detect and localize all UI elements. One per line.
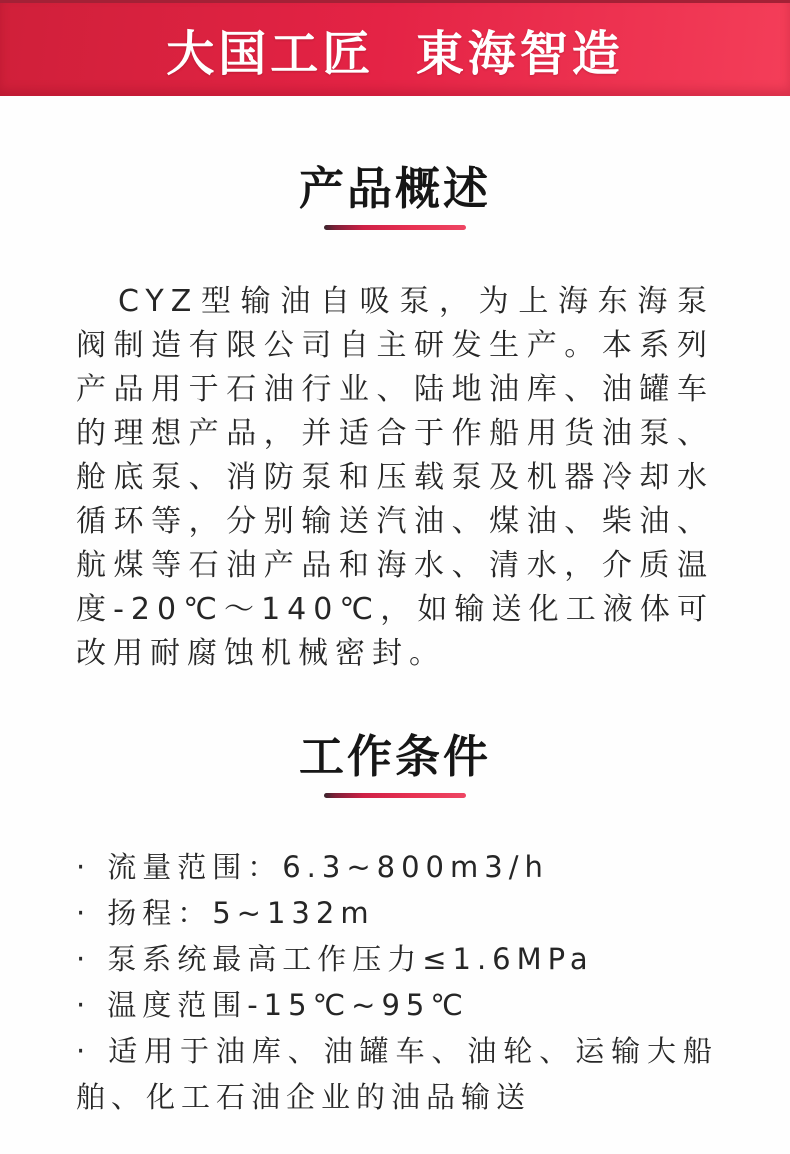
bullet-dot-icon: · (76, 942, 92, 976)
condition-item-temp-range (76, 982, 718, 1028)
bullet-dot-icon: · (76, 1034, 92, 1068)
working-conditions-heading: 工作条件 (298, 730, 491, 783)
overview-heading: 产品概述 (298, 162, 491, 215)
brand-banner-title: 大国工匠 東海智造 (166, 26, 624, 82)
brand-banner (0, 0, 790, 96)
bullet-dot-icon: · (76, 896, 92, 930)
overview-paragraph: CYZ型输油自吸泵，为上海东海泵阀制造有限公司自主研发生产。本系列产品用于石油行业、陆地油库、油罐车的理想产品，并适合于作船用货油泵、舱底泵、消防泵和压载泵及机器冷却水循环等，分别输送汽油、煤油、柴油、航煤等石油产品和海水、清水，介质温度-20℃～140℃，如输送化工液体可改用耐腐蚀机械密封。 (76, 284, 714, 671)
condition-text: 适用于油库、油罐车、油轮、运输大船舶、化工石油企业的油品输送 (76, 1034, 718, 1114)
condition-item-max-pressure (76, 936, 718, 982)
condition-item-applications (76, 1028, 718, 1120)
section-working-conditions (0, 676, 790, 1120)
overview-heading-underline (324, 225, 466, 230)
working-heading-underline (324, 793, 466, 798)
bullet-dot-icon: · (76, 988, 92, 1022)
condition-text: 流量范围：6.3~800m3/h (107, 850, 549, 884)
condition-text: 泵系统最高工作压力≤1.6MPa (107, 942, 594, 976)
condition-item-head (76, 890, 718, 936)
condition-item-flow-range (76, 844, 718, 890)
bullet-dot-icon: · (76, 850, 92, 884)
section-product-overview (0, 96, 790, 676)
condition-text: 扬程：5~132m (107, 896, 375, 930)
condition-text: 温度范围-15℃~95℃ (107, 988, 469, 1022)
working-conditions-list (76, 844, 718, 1120)
